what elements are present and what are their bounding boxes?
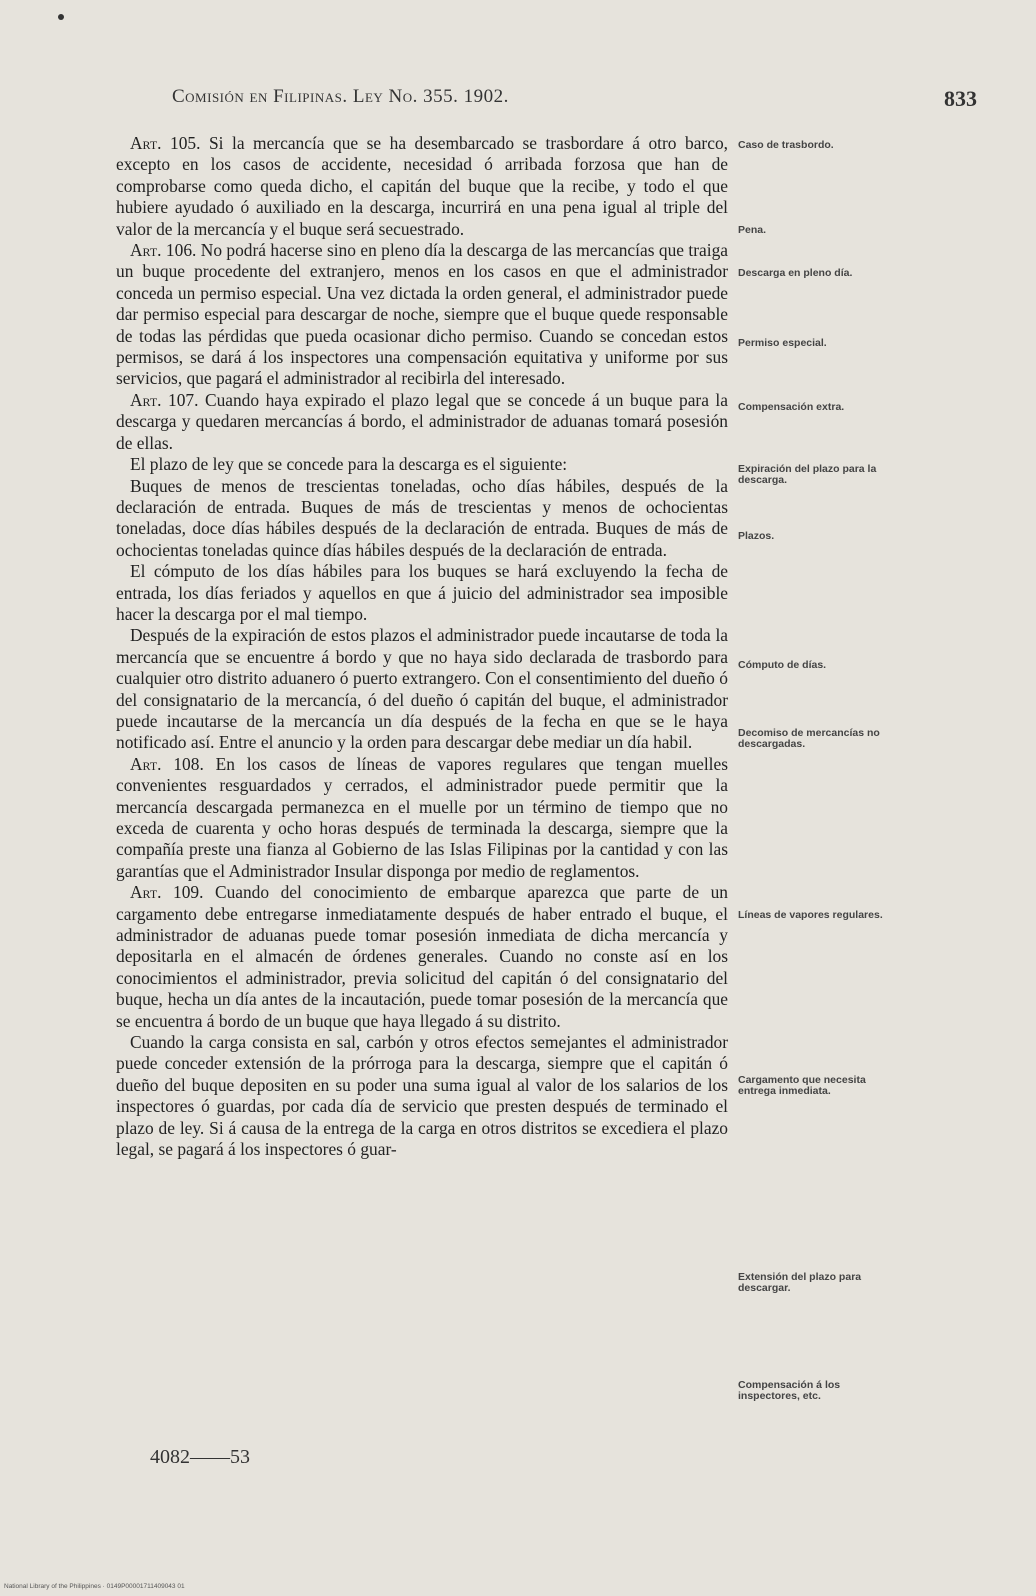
paragraph-text: No podrá hacerse sino en pleno día la descarga de las mercancías que traiga un buque procedente del extranjero, menos en los casos en que el administrador conceda un permiso especial. Una vez dictada la orden general, el administrador puede dar permiso especial para descargar de noche, siempre que el buque quede responsable de todas las pérdidas que pueda ocasionar dicho permiso. Cuando se concedan estos permisos, se dará á los inspectores una compensación equitativa y uniforme por sus servicios, que pagará el administrador al recibirla del interesado. <box>116 240 728 389</box>
margin-note: Compensación extra. <box>738 401 845 413</box>
paragraph-text: Después de la expiración de estos plazos el administrador puede incautarse de toda la mercancía que se encuentre á bordo y que no haya sido declarada de trasbordo para cualquier otro distrito aduanero ó puerto extrangero. Con el consentimiento del dueño ó del consignatario de la mercancía, ó del dueño ó capitán del buque, el administrador puede incautarse de la mercancía un día después de la fecha en que se le haya notificado así. Entre el anuncio y la orden para descargar debe mediar un día habil. <box>116 625 728 753</box>
margin-note: Extensión del plazo para descargar. <box>738 1271 862 1294</box>
margin-note: Permiso especial. <box>738 337 827 349</box>
margin-note: Decomiso de mercancías no descargadas. <box>738 727 880 750</box>
margin-note: Caso de trasbordo. <box>738 139 834 151</box>
paragraph-text: Cuando del conocimiento de embarque aparezca que parte de un cargamento debe entregarse inmediatamente después de haber entrado el buque, el administrador de aduanas puede tomar posesión inmediata de dicha mercancía y depositarla en el almacén de órdenes generales. Cuando no conste así en los conocimientos el administrador, previa solicitud del capitán ó del consignatario del buque, hecha un día antes de la incautación, puede tomar posesión de la mercancía que se encuentra á bordo de un buque que haya llegado á su distrito. <box>116 882 728 1031</box>
margin-note: Expiración del plazo para la descarga. <box>738 463 877 486</box>
margin-note: Compensación á los inspectores, etc. <box>738 1379 841 1402</box>
margin-note: Pena. <box>738 224 767 236</box>
article-label: Art. 107. <box>130 389 199 410</box>
article-label: Art. 106. <box>130 240 197 261</box>
paragraph-text: Cuando la carga consista en sal, carbón y otros efectos semejantes el administrador puede conceder extensión de la prórroga para la descarga, siempre que el capitán ó dueño del buque depositen en su poder una suma igual al valor de los salarios de los inspectores ó guardas, por cada día de servicio que presten después de terminado el plazo de ley. Si á causa de la entrega de la carga en otros distritos se excediera el plazo legal, se pagará á los inspectores ó guar- <box>116 1032 728 1160</box>
paragraph-text: El plazo de ley que se concede para la descarga es el siguiente: <box>130 454 568 475</box>
margin-note: Cómputo de días. <box>738 659 827 671</box>
body-text <box>116 133 728 1161</box>
paragraph <box>116 240 728 390</box>
ink-dot <box>58 14 64 20</box>
scan-footer: National Library of the Philippines · 0149P00001711409043 01 <box>4 1583 185 1590</box>
paragraph <box>116 561 728 625</box>
paragraph <box>116 1032 728 1160</box>
paragraph-text: Buques de menos de trescientas toneladas, ocho días hábiles, después de la declaración de entrada. Buques de más de trescientas y menos de ochocientas toneladas, doce días hábiles después de la declaración de entrada. Buques de más de ochocientas toneladas quince días hábiles después de la declaración de entrada. <box>116 475 728 560</box>
running-header: Comisión en Filipinas. Ley No. 355. 1902. <box>172 86 509 107</box>
paragraph-text: Si la mercancía que se ha desembarcado se trasbordare á otro barco, excepto en los casos de accidente, necesidad ó arribada forzosa que han de comprobarse como queda dicho, el capitán del buque que la recibe, y todo el que hubiere ayudado ó auxiliado en la descarga, incurrirá en una pena igual al triple del valor de la mercancía y el buque será secuestrado. <box>116 133 728 239</box>
paragraph <box>116 625 728 753</box>
paragraph-text: El cómputo de los días hábiles para los buques se hará excluyendo la fecha de entrada, los días feriados y aquellos en que á juicio del administrador sea imposible hacer la descarga por el mal tiempo. <box>116 561 728 624</box>
paragraph <box>116 454 728 475</box>
margin-note: Plazos. <box>738 530 775 542</box>
page-number: 833 <box>944 86 977 111</box>
margin-note: Cargamento que necesita entrega inmediata. <box>738 1074 866 1097</box>
paragraph-text: En los casos de líneas de vapores regulares que tengan muelles convenientes resguardados y cerrados, el administrador puede permitir que la mercancía descargada permanezca en el muelle por un término de tiempo que no exceda de cuarenta y ocho horas después de terminada la descarga, siempre que la compañía preste una fianza al Gobierno de las Islas Filipinas por la cantidad y con las garantías que el Administrador Insular disponga por medio de reglamentos. <box>116 753 728 881</box>
margin-note: Descarga en pleno día. <box>738 267 853 279</box>
paragraph <box>116 390 728 454</box>
paragraph <box>116 882 728 1032</box>
paragraph <box>116 476 728 562</box>
article-label: Art. 109. <box>130 882 204 903</box>
paragraph <box>116 754 728 882</box>
paragraph-text: Cuando haya expirado el plazo legal que se concede á un buque para la descarga y quedaren mercancías á bordo, el administrador de aduanas tomará posesión de ellas. <box>116 389 728 453</box>
article-label: Art. 105. <box>130 133 201 153</box>
printer-signature: 4082——53 <box>150 1446 250 1468</box>
paragraph <box>116 133 728 240</box>
article-label: Art. 108. <box>130 753 204 774</box>
margin-note: Líneas de vapores regulares. <box>738 909 883 921</box>
